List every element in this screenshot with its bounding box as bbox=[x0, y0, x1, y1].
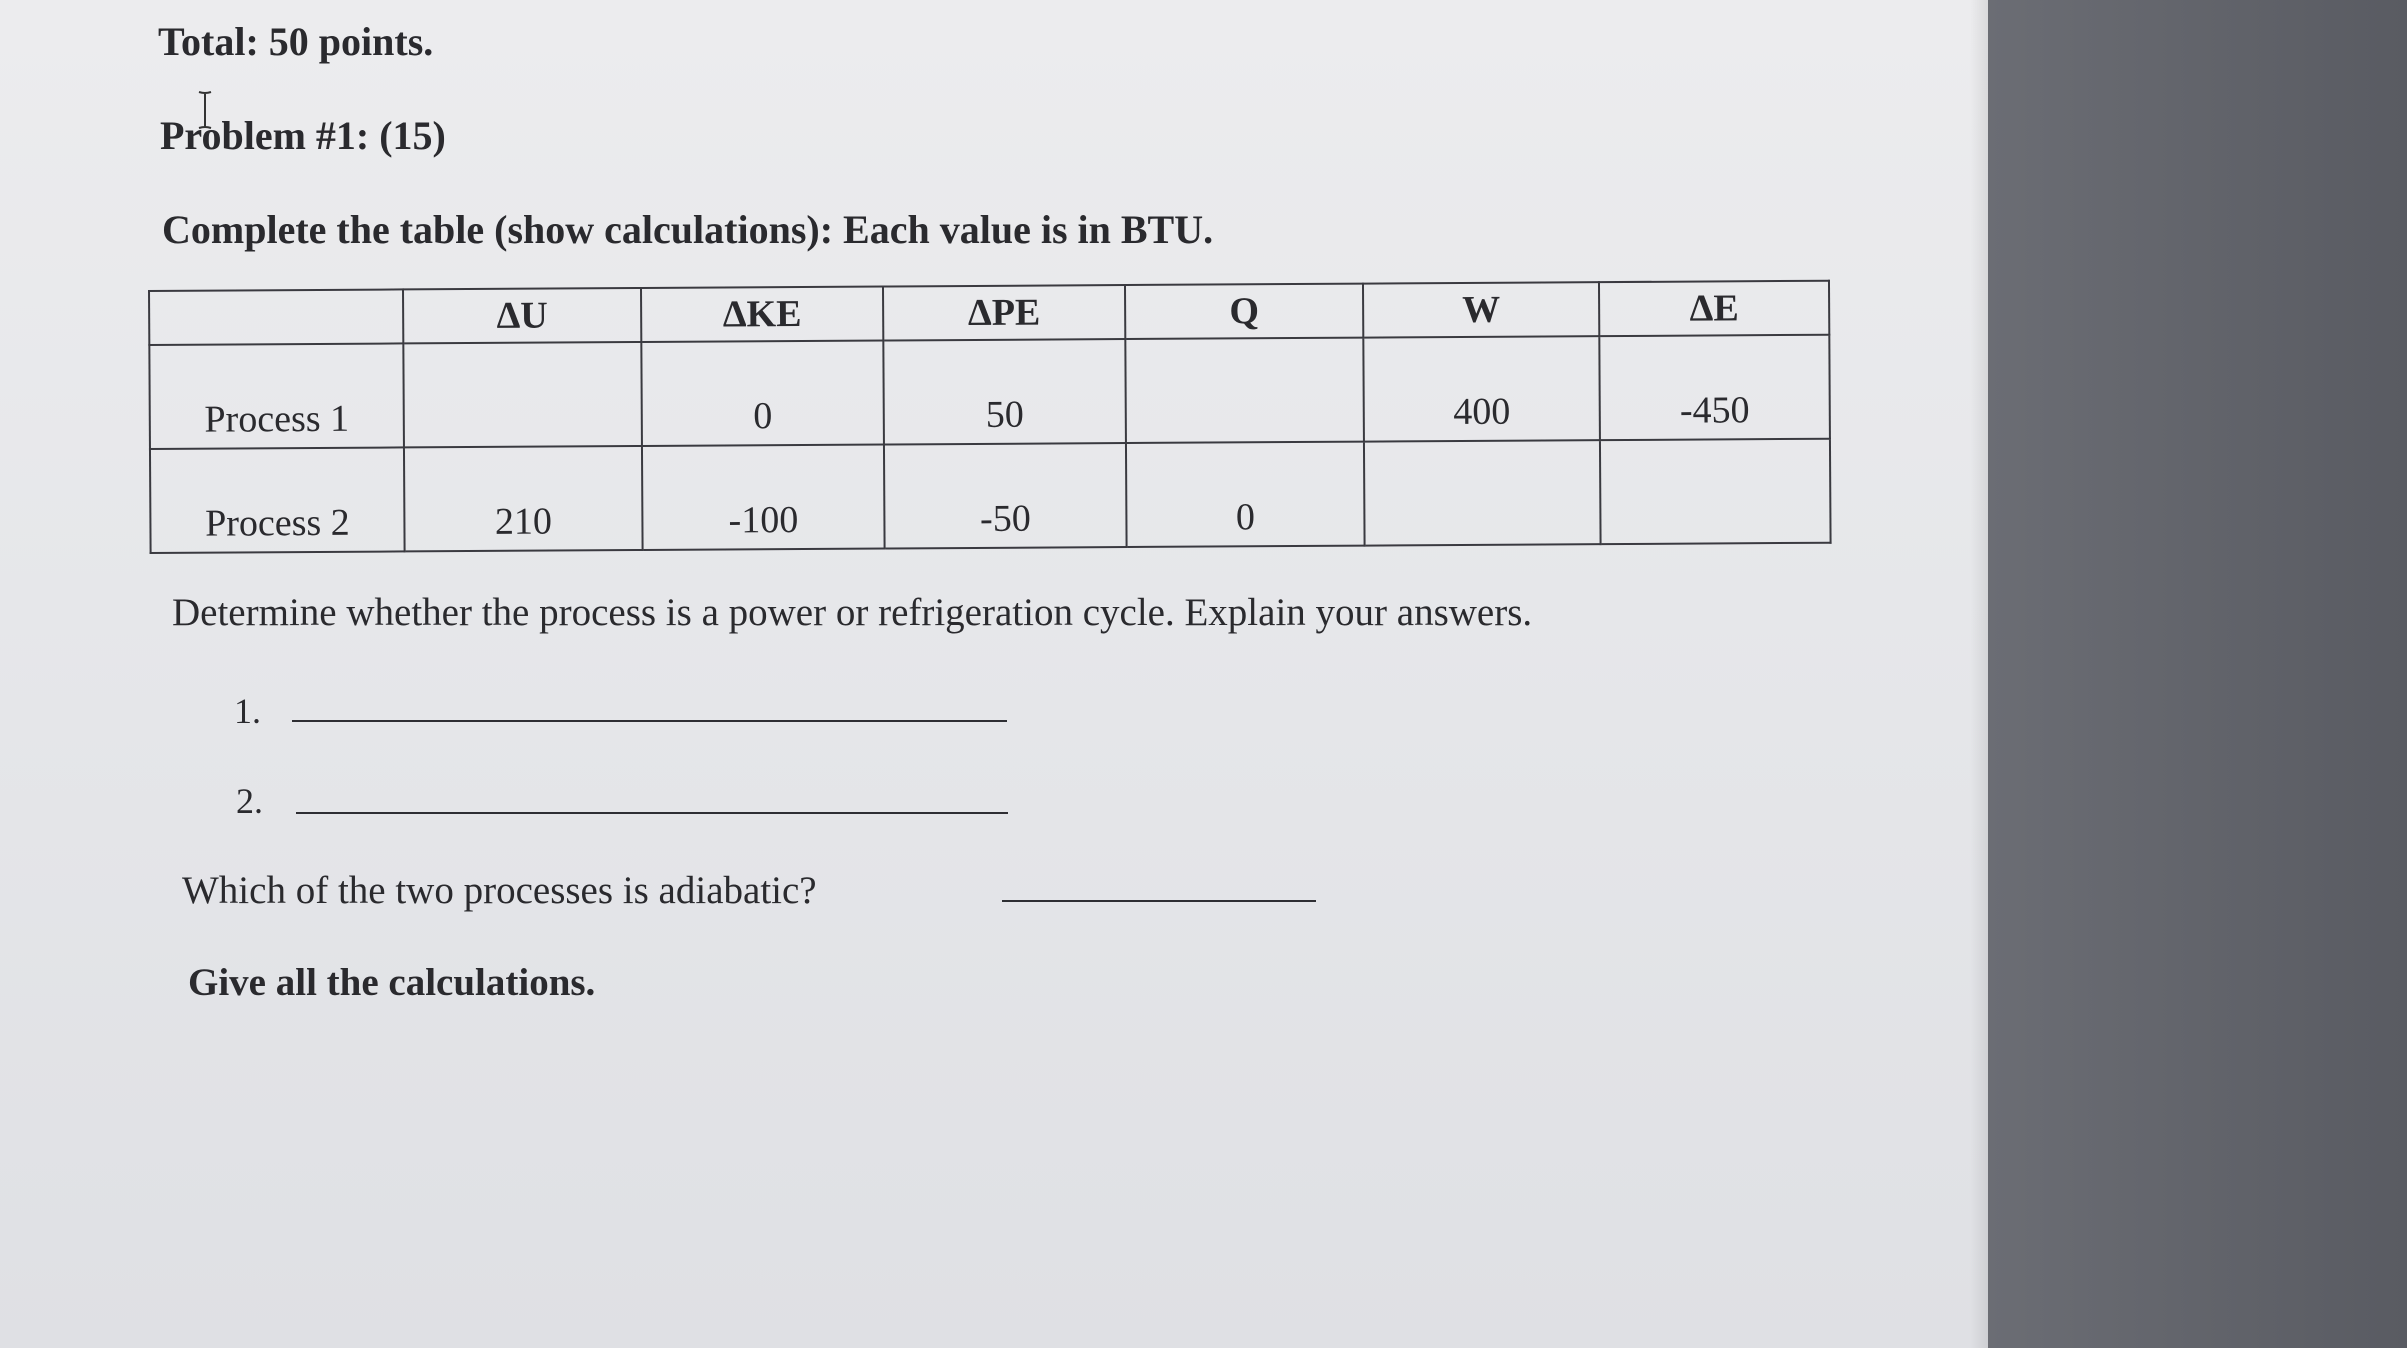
row-label-process-2: Process 2 bbox=[150, 447, 405, 553]
adiabatic-answer-line[interactable] bbox=[1002, 900, 1316, 902]
table-cell: 50 bbox=[883, 339, 1126, 444]
header-cell-delta-u: ΔU bbox=[403, 288, 641, 343]
header-cell-delta-ke: ΔKE bbox=[641, 287, 883, 342]
table-cell[interactable] bbox=[1125, 338, 1364, 443]
determine-question: Determine whether the process is a power or refrigeration cycle. Explain your answers. bbox=[172, 591, 1533, 634]
header-cell-w: W bbox=[1363, 282, 1599, 337]
table-cell: 0 bbox=[1126, 442, 1365, 547]
answer-item-2-number: 2. bbox=[236, 781, 263, 821]
table-cell: 400 bbox=[1363, 336, 1600, 441]
give-calculations-note: Give all the calculations. bbox=[188, 961, 596, 1004]
answer-item-1-number: 1. bbox=[234, 691, 261, 731]
table-cell[interactable] bbox=[1600, 439, 1831, 544]
header-cell-delta-e: ΔE bbox=[1599, 281, 1829, 336]
table-cell: -100 bbox=[642, 445, 885, 550]
instruction-text: Complete the table (show calculations): Each value is in BTU. bbox=[162, 207, 1214, 252]
table-cell: 210 bbox=[404, 446, 643, 551]
page-edge-shadow bbox=[1970, 0, 1988, 1348]
table-row bbox=[150, 439, 1831, 553]
header-cell-delta-pe: ΔPE bbox=[883, 285, 1125, 340]
table-cell[interactable] bbox=[403, 342, 642, 447]
answer-line-1[interactable] bbox=[292, 720, 1007, 722]
problem-heading: Problem #1: (15) bbox=[160, 113, 446, 158]
adiabatic-question: Which of the two processes is adiabatic? bbox=[182, 869, 817, 912]
header-cell-blank bbox=[149, 289, 403, 345]
background-surface bbox=[1988, 0, 2407, 1348]
table-cell: -50 bbox=[884, 443, 1127, 548]
answer-line-2[interactable] bbox=[296, 812, 1008, 814]
table-cell: -450 bbox=[1599, 335, 1830, 440]
table-cell[interactable] bbox=[1364, 440, 1601, 545]
table-cell: 0 bbox=[641, 341, 884, 446]
header-cell-q: Q bbox=[1125, 284, 1363, 339]
energy-table bbox=[148, 280, 1832, 554]
row-label-process-1: Process 1 bbox=[149, 343, 404, 449]
table-row bbox=[149, 335, 1830, 449]
total-points: Total: 50 points. bbox=[158, 19, 434, 64]
